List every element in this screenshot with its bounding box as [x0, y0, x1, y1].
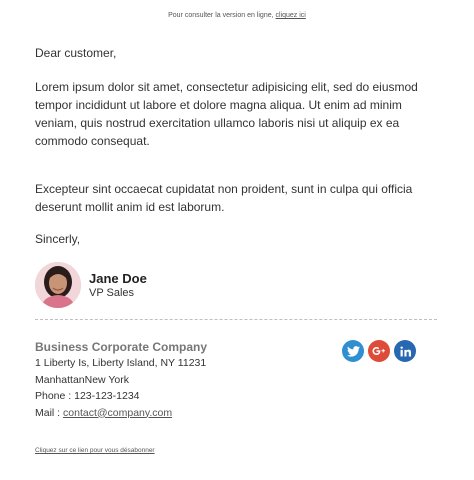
company-mail-line	[35, 405, 207, 422]
divider	[35, 319, 437, 320]
unsubscribe-link[interactable]: Cliquez sur ce lien pour vous désabonner	[35, 447, 155, 454]
body-paragraph-1: Lorem ipsum dolor sit amet, consectetur adipisicing elit, sed do eiusmod tempor incididunt ut labore et dolore magna aliqua. Ut enim ad minim veniam, quis nostrud exercitation ullamco laboris nisi ut aliquip ex ea commodo consequat.	[35, 80, 418, 148]
company-name: Business Corporate Company	[35, 340, 208, 354]
company-mail-label: Mail :	[35, 406, 64, 419]
signature	[35, 262, 147, 308]
signature-title: VP Sales	[89, 286, 135, 299]
online-version-text: Pour consulter la version en ligne,	[168, 12, 274, 19]
greeting: Dear customer,	[35, 46, 117, 60]
online-version-line	[0, 12, 474, 19]
company-address: 1 Liberty Is, Liberty Island, NY 11231	[35, 357, 207, 369]
online-version-link[interactable]: cliquez ici	[275, 12, 306, 19]
avatar	[35, 262, 81, 308]
email-body	[35, 44, 440, 248]
signature-name: Jane Doe	[89, 270, 147, 286]
unsubscribe-line	[35, 447, 155, 454]
twitter-icon[interactable]	[342, 340, 364, 362]
company-mail-link[interactable]: contact@company.com	[63, 406, 173, 419]
company-phone: Phone : 123-123-1234	[35, 390, 140, 402]
linkedin-icon[interactable]	[394, 340, 416, 362]
company-info	[35, 339, 207, 421]
social-links	[342, 340, 420, 362]
avatar-photo	[35, 262, 81, 308]
google-plus-icon[interactable]	[368, 340, 390, 362]
body-paragraph-2: Excepteur sint occaecat cupidatat non proident, sunt in culpa qui officia deserunt mollit anim id est laborum.	[35, 182, 413, 214]
company-city: ManhattanNew York	[35, 373, 129, 386]
closing: Sincerly,	[35, 232, 81, 246]
